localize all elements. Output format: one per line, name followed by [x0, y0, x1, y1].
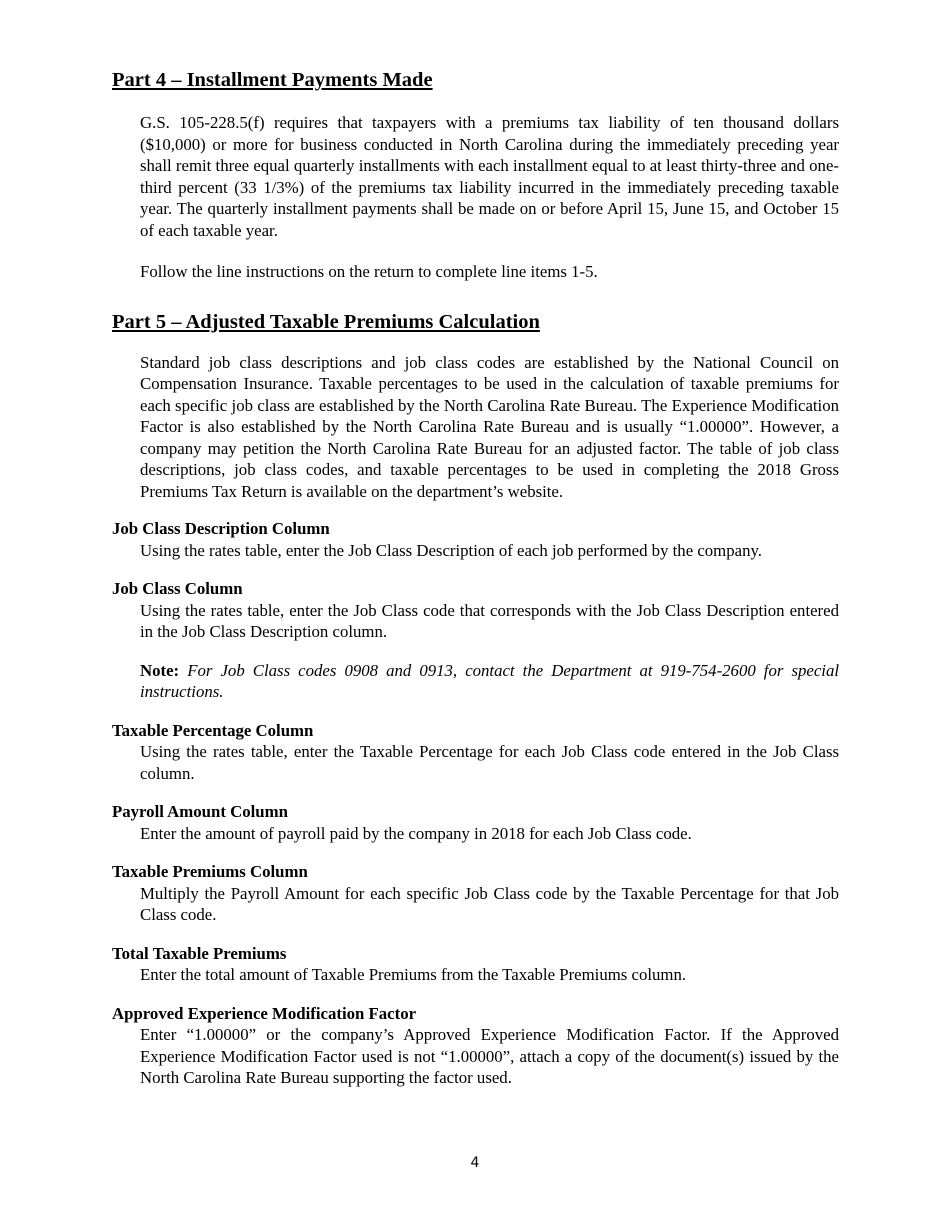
section-taxable-percentage [112, 720, 839, 785]
document-page [112, 66, 839, 1106]
section-text: Using the rates table, enter the Job Class Description of each job performed by the company. [140, 540, 762, 560]
section-text: Using the rates table, enter the Taxable Percentage for each Job Class code entered in the Job Class column. [140, 742, 839, 783]
part5-paragraph-intro: Standard job class descriptions and job class codes are established by the National Council on Compensation Insurance. Taxable percentages to be used in the calculation of taxable premiums for each specific job class are established by the North Carolina Rate Bureau. The Experience Modification Factor is also established by the North Carolina Rate Bureau and is usually “1.00000”. However, a company may petition the North Carolina Rate Bureau for an adjusted factor. The table of job class descriptions, job class codes, and taxable percentages to be used in completing the 2018 Gross Premiums Tax Return is available on the department’s website. [140, 352, 839, 501]
section-heading: Taxable Premiums Column [112, 862, 308, 881]
section-heading: Total Taxable Premiums [112, 943, 287, 963]
part5-heading: Part 5 – Adjusted Taxable Premiums Calculation [112, 310, 540, 333]
section-heading: Job Class Description Column [112, 519, 330, 538]
note-paragraph [140, 660, 839, 703]
section-heading: Approved Experience Modification Factor [112, 1003, 417, 1023]
part4-paragraph-installments: G.S. 105-228.5(f) requires that taxpayers with a premiums tax liability of ten thousand dollars ($10,000) or more for business conducted in North Carolina during the immediately preceding year shall remit three equal quarterly installments with each installment equal to at least thirty-three and one-third percent (33 1/3%) of the premiums tax liability incurred in the immediately preceding taxable year. The quarterly installment payments shall be made on or before April 15, June 15, and October 15 of each taxable year. [140, 113, 839, 240]
section-text: Multiply the Payroll Amount for each specific Job Class code by the Taxable Percentage for that Job Class code. [140, 883, 839, 924]
note-label: Note: [140, 660, 180, 680]
section-text: Enter “1.00000” or the company’s Approved Experience Modification Factor. If the Approved Experience Modification Factor used is not “1.00000”, attach a copy of the document(s) issued by the North Carolina Rate Bureau supporting the factor used. [140, 1025, 839, 1087]
note-text: For Job Class codes 0908 and 0913, contact the Department at 919-754-2600 for special instructions. [140, 660, 839, 701]
section-heading: Job Class Column [112, 579, 243, 598]
section-taxable-premiums [112, 861, 839, 926]
section-job-class [112, 578, 839, 703]
section-text: Using the rates table, enter the Job Class code that corresponds with the Job Class Description entered in the Job Class Description column. [140, 600, 839, 641]
section-approved-emf [112, 1003, 839, 1089]
section-payroll-amount [112, 801, 839, 844]
section-text: Enter the total amount of Taxable Premiums from the Taxable Premiums column. [140, 965, 687, 984]
section-total-taxable-premiums [112, 943, 839, 986]
section-text: Enter the amount of payroll paid by the company in 2018 for each Job Class code. [140, 823, 692, 843]
page-number: 4 [470, 1155, 480, 1171]
part4-paragraph-line-instructions: Follow the line instructions on the return to complete line items 1-5. [140, 262, 598, 281]
part4-heading: Part 4 – Installment Payments Made [112, 69, 433, 91]
section-job-class-description [112, 518, 839, 561]
section-heading: Taxable Percentage Column [112, 720, 314, 740]
section-heading: Payroll Amount Column [112, 802, 288, 821]
